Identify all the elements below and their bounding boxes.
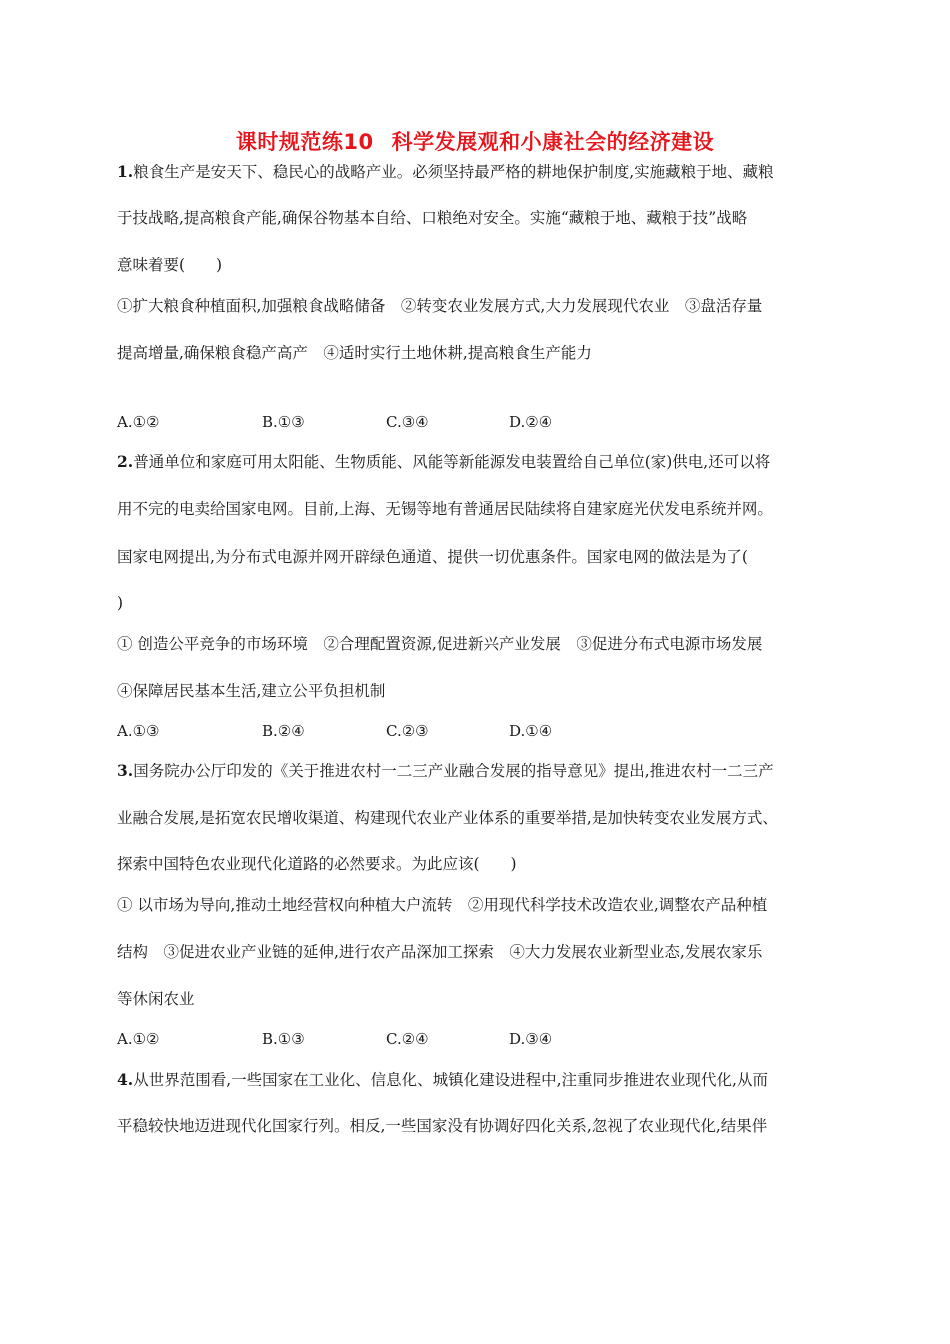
q2-option-d[interactable]: D.①④ [509, 722, 553, 740]
q3-statement-line-1: ① 以市场为导向,推动土地经营权向种植大户流转 ②用现代科学技术改造农业,调整农产品种植 [117, 896, 768, 914]
q3-option-d[interactable]: D.③④ [509, 1030, 553, 1048]
q2-statement-line-1: ① 创造公平竞争的市场环境 ②合理配置资源,促进新兴产业发展 ③促进分布式电源市场发展 [117, 635, 763, 653]
q3-stem-line-2: 业融合发展,是拓宽农民增收渠道、构建现代农业产业体系的重要举措,是加快转变农业发展方式、 [117, 809, 778, 827]
q3-option-c[interactable]: C.②④ [386, 1030, 429, 1048]
q1-option-a[interactable]: A.①② [117, 413, 160, 431]
q2-option-c[interactable]: C.②③ [386, 722, 429, 740]
page-title [0, 126, 950, 156]
q1-stem-line-2: 于技战略,提高粮食产能,确保谷物基本自给、口粮绝对安全。实施“藏粮于地、藏粮于技”战略 [117, 209, 748, 227]
question-number: 4. [117, 1070, 134, 1089]
q3-option-a[interactable]: A.①② [117, 1030, 160, 1048]
q3-statement-line-2: 结构 ③促进农业产业链的延伸,进行农产品深加工探索 ④大力发展农业新型业态,发展农家乐 [117, 943, 763, 961]
q2-option-a[interactable]: A.①③ [117, 722, 160, 740]
q3-stem-line-1: 3.国务院办公厅印发的《关于推进农村一二三产业融合发展的指导意见》提出,推进农村一二三产 [117, 761, 774, 780]
q2-stem-line-4: ) [117, 594, 124, 612]
q2-stem-line-2: 用不完的电卖给国家电网。目前,上海、无锡等地有普通居民陆续将自建家庭光伏发电系统并网。 [117, 500, 773, 518]
q2-stem-line-1: 2.普通单位和家庭可用太阳能、生物质能、风能等新能源发电装置给自己单位(家)供电,还可以将 [117, 452, 771, 471]
q1-option-d[interactable]: D.②④ [509, 413, 553, 431]
q4-stem-line-1: 4.从世界范围看,一些国家在工业化、信息化、城镇化建设进程中,注重同步推进农业现代化,从而 [117, 1070, 768, 1089]
q1-stem-line-1: 1.粮食生产是安天下、稳民心的战略产业。必须坚持最严格的耕地保护制度,实施藏粮于地、藏粮 [117, 162, 774, 181]
q3-option-b[interactable]: B.①③ [262, 1030, 305, 1048]
q2-statement-line-2: ④保障居民基本生活,建立公平负担机制 [117, 682, 386, 700]
question-number: 2. [117, 452, 134, 471]
question-number: 3. [117, 761, 134, 780]
q1-statement-line-2: 提高增量,确保粮食稳产高产 ④适时实行土地休耕,提高粮食生产能力 [117, 344, 592, 362]
q4-stem-line-2: 平稳较快地迈进现代化国家行列。相反,一些国家没有协调好四化关系,忽视了农业现代化,结果伴 [117, 1117, 768, 1135]
q2-option-b[interactable]: B.②④ [262, 722, 305, 740]
question-number: 1. [117, 162, 134, 181]
q1-option-b[interactable]: B.①③ [262, 413, 305, 431]
title-sub: 科学发展观和小康社会的经济建设 [391, 130, 715, 154]
q1-stem-line-3: 意味着要( ) [117, 256, 223, 274]
title-main: 课时规范练10 [235, 130, 374, 154]
q3-statement-line-3: 等休闲农业 [117, 990, 195, 1008]
q1-option-c[interactable]: C.③④ [386, 413, 429, 431]
q2-stem-line-3: 国家电网提出,为分布式电源并网开辟绿色通道、提供一切优惠条件。国家电网的做法是为了( [117, 548, 748, 566]
q3-stem-line-3: 探索中国特色农业现代化道路的必然要求。为此应该( ) [117, 855, 517, 873]
q1-statement-line-1: ①扩大粮食种植面积,加强粮食战略储备 ②转变农业发展方式,大力发展现代农业 ③盘活存量 [117, 297, 763, 315]
